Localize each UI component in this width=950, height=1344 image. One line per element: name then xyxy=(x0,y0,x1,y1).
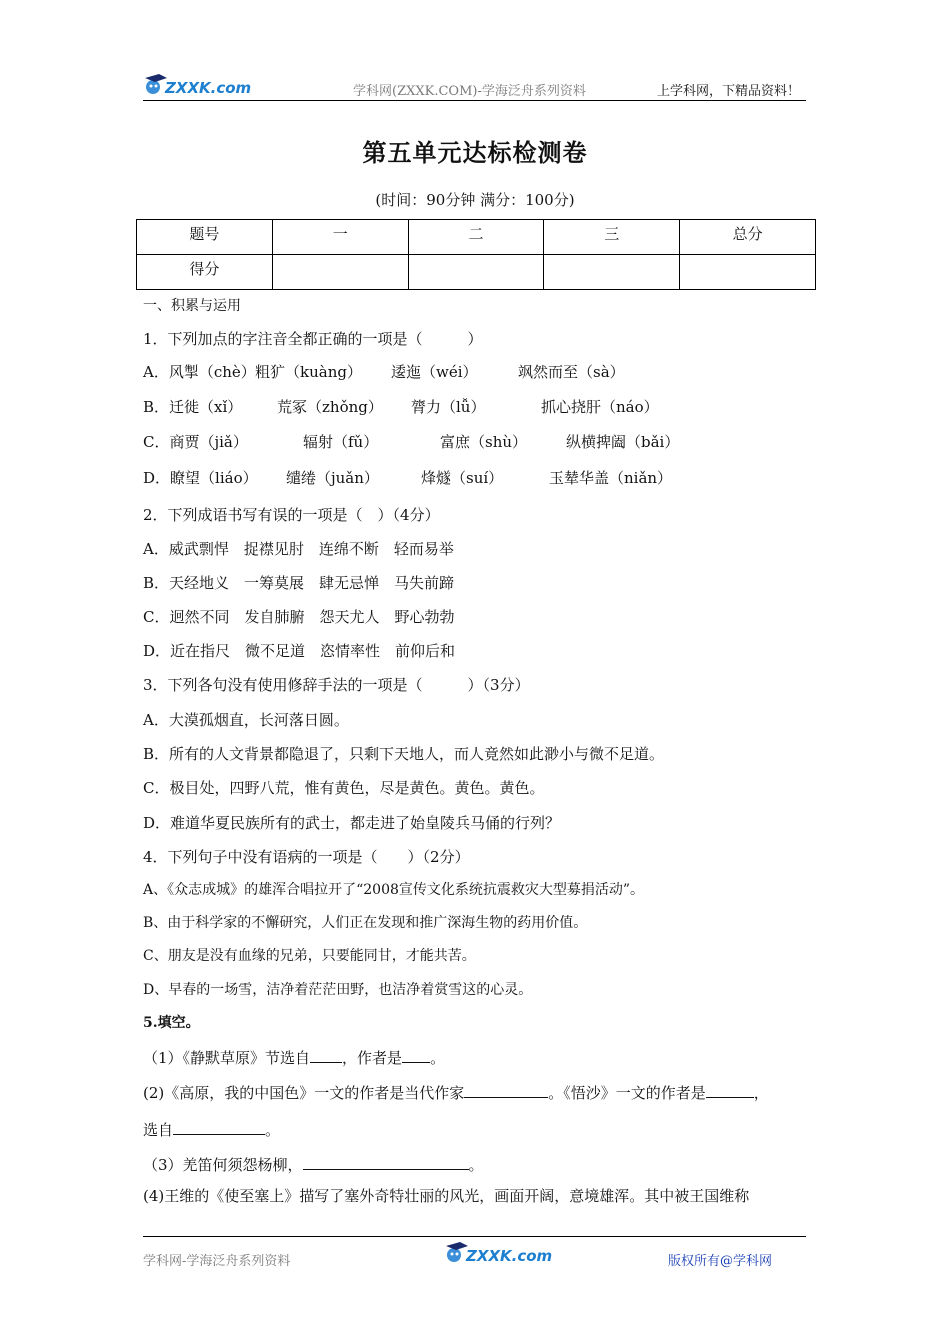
option-item: B．迁徙（xǐ） xyxy=(143,398,243,416)
fill-blank[interactable] xyxy=(402,1046,430,1063)
score-table-header-row xyxy=(137,220,816,255)
question-1-option-a xyxy=(143,362,625,382)
question-1-stem: 1．下列加点的字注音全都正确的一项是（ ） xyxy=(143,330,483,348)
option-item: A．风掣（chè） xyxy=(143,363,256,381)
exam-info: (时间：90分钟 满分：100分) xyxy=(375,191,575,209)
fill-text: （1）《静默草原》节选自 xyxy=(143,1049,311,1067)
option-item: 逶迤（wéi） xyxy=(391,363,478,381)
logo-text: ZXXK.com xyxy=(165,79,252,97)
fill-text: 。《悟沙》一文的作者是 xyxy=(548,1084,706,1102)
question-5-line-3 xyxy=(143,1118,280,1140)
option-item: 烽燧（suí） xyxy=(421,469,504,487)
option-item: 富庶（shù） xyxy=(440,433,528,451)
option-item: C．商贾（jiǎ） xyxy=(143,433,248,451)
question-2-option-c: C．迥然不同 发自肺腑 怨天尤人 野心勃勃 xyxy=(143,608,455,626)
logo-text: ZXXK.com xyxy=(466,1247,553,1265)
question-3-option-b: B．所有的人文背景都隐退了，只剩下天地人，而人竟然如此渺小与微不足道。 xyxy=(143,745,665,763)
question-3-option-d: D．难道华夏民族所有的武士，都走进了始皇陵兵马俑的行列？ xyxy=(143,814,561,832)
zxxk-logo xyxy=(444,1238,554,1268)
option-item: 抓心挠肝（náo） xyxy=(541,398,659,416)
option-item: 飒然而至（sà） xyxy=(518,363,625,381)
question-2-option-d: D．近在指尺 微不足道 恣情率性 前仰后和 xyxy=(143,642,456,660)
footer-copyright: 版权所有@学科网 xyxy=(668,1254,773,1269)
question-5-line-4 xyxy=(143,1153,484,1175)
footer-source: 学科网-学海泛舟系列资料 xyxy=(143,1254,291,1269)
zxxk-logo xyxy=(143,70,253,100)
score-header-cell: 三 xyxy=(544,220,680,255)
fill-text: ，作者是 xyxy=(342,1049,403,1067)
question-5-line-5: (4)王维的《使至塞上》描写了塞外奇特壮丽的风光，画面开阔，意境雄浑。其中被王国维称 xyxy=(143,1187,750,1205)
option-item: 纵横捭阖（bǎi） xyxy=(566,433,680,451)
question-4-option-c: C、朋友是没有血缘的兄弟，只要能同甘，才能共苦。 xyxy=(143,948,476,964)
fill-blank[interactable] xyxy=(464,1081,548,1098)
question-3-option-a: A．大漠孤烟直，长河落日圆。 xyxy=(143,711,349,729)
fill-blank[interactable] xyxy=(706,1081,754,1098)
option-item: 缱绻（juǎn） xyxy=(286,469,379,487)
fill-text: 。 xyxy=(265,1121,281,1139)
option-item: 玉辇华盖（niǎn） xyxy=(549,469,673,487)
score-cell xyxy=(544,255,680,290)
fill-text: ， xyxy=(753,1084,769,1102)
score-header-cell: 总分 xyxy=(680,220,816,255)
question-5-stem: 5.填空。 xyxy=(143,1015,200,1031)
score-cell xyxy=(408,255,544,290)
question-3-option-c: C．极目处，四野八荒，惟有黄色，尽是黄色。黄色。黄色。 xyxy=(143,779,545,797)
option-item: 辐射（fǔ） xyxy=(303,433,379,451)
question-1-option-c xyxy=(143,432,679,452)
score-header-cell: 题号 xyxy=(137,220,273,255)
fill-text: 。 xyxy=(468,1156,484,1174)
option-item: 粗犷（kuàng） xyxy=(255,363,362,381)
fill-text: 选自 xyxy=(143,1121,174,1139)
fill-text: （3）羌笛何须怨杨柳， xyxy=(143,1156,303,1174)
footer-divider xyxy=(143,1236,806,1237)
score-header-cell: 二 xyxy=(408,220,544,255)
question-5-line-2 xyxy=(143,1081,769,1103)
fill-blank[interactable] xyxy=(310,1046,342,1063)
header-slogan: 上学科网，下精品资料！ xyxy=(657,84,801,99)
score-cell xyxy=(680,255,816,290)
fill-blank[interactable] xyxy=(173,1118,265,1135)
question-4-option-d: D、早春的一场雪，洁净着茫茫田野，也洁净着赏雪这的心灵。 xyxy=(143,982,533,998)
question-4-stem: 4．下列句子中没有语病的一项是（ ）（2分） xyxy=(143,848,470,866)
score-row-label: 得分 xyxy=(137,255,273,290)
question-4-option-b: B、由于科学家的不懈研究，人们正在发现和推广深海生物的药用价值。 xyxy=(143,915,588,931)
score-table xyxy=(136,219,816,290)
score-table-row xyxy=(137,255,816,290)
section-heading: 一、积累与运用 xyxy=(143,298,241,314)
score-header-cell: 一 xyxy=(272,220,408,255)
option-item: 膂力（lǚ） xyxy=(411,398,486,416)
question-5-line-1 xyxy=(143,1046,445,1068)
fill-text: (2)《高原，我的中国色》一文的作者是当代作家 xyxy=(143,1084,465,1102)
page-title: 第五单元达标检测卷 xyxy=(362,138,588,167)
question-1-option-b xyxy=(143,397,659,417)
header-divider xyxy=(143,100,806,101)
header-source: 学科网(ZXXK.COM)-学海泛舟系列资料 xyxy=(353,84,586,99)
score-cell xyxy=(272,255,408,290)
option-item: D．瞭望（liáo） xyxy=(143,469,258,487)
question-2-option-a: A．威武剽悍 捉襟见肘 连绵不断 轻而易举 xyxy=(143,540,454,558)
question-2-stem: 2．下列成语书写有误的一项是（ ）（4分） xyxy=(143,506,440,524)
fill-blank[interactable] xyxy=(303,1153,469,1170)
option-item: 荒冢（zhǒng） xyxy=(277,398,383,416)
fill-text: 。 xyxy=(430,1049,446,1067)
question-4-option-a: A、《众志成城》的雄浑合唱拉开了“2008宣传文化系统抗震救灾大型募捐活动”。 xyxy=(143,882,645,898)
question-2-option-b: B．天经地义 一筹莫展 肆无忌惮 马失前蹄 xyxy=(143,574,455,592)
question-1-option-d xyxy=(143,468,672,488)
question-3-stem: 3．下列各句没有使用修辞手法的一项是（ ）（3分） xyxy=(143,676,530,694)
